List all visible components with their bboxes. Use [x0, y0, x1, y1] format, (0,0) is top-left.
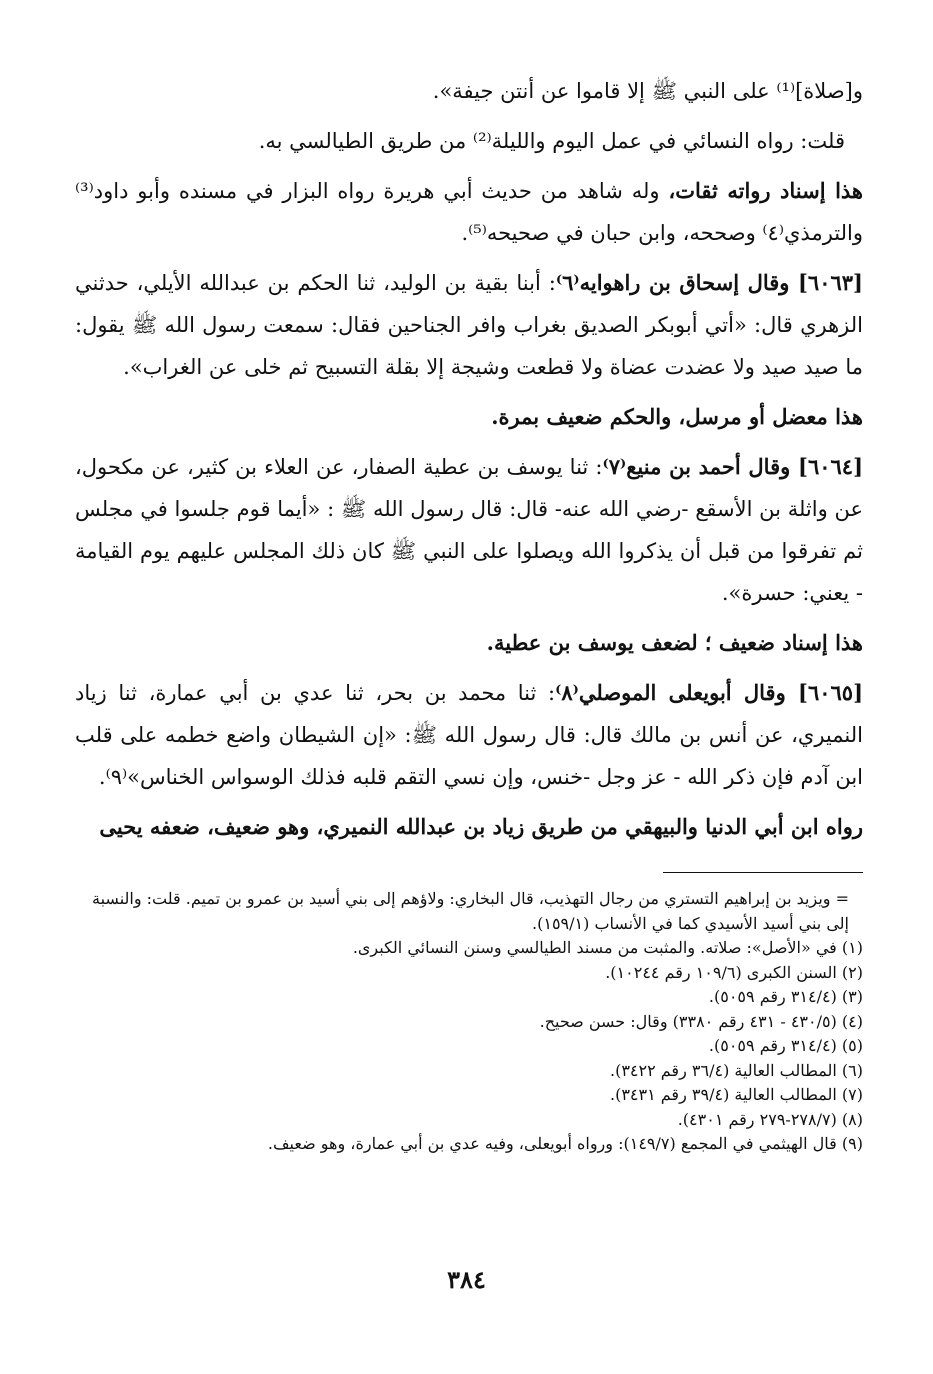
footnote-4: (٤) (٤٣٠/٥ - ٤٣١ رقم ٣٣٨٠) وقال: حسن صحيح.	[539, 1011, 863, 1031]
page-number: ٣٨٤	[447, 1265, 486, 1294]
ruling-6064	[75, 622, 863, 664]
hadith-6064-heading: [٦٠٦٤] وقال أحمد بن منيع⁽٧⁾	[602, 454, 863, 479]
footnote-1: (١) في «الأصل»: صلاته. والمثبت من مسند الطيالسي وسنن النسائي الكبرى.	[352, 938, 863, 957]
ruling-6064-text: هذا إسناد ضعيف ؛ لضعف يوسف بن عطية.	[486, 630, 863, 655]
ruling-6065-text: رواه ابن أبي الدنيا والبيهقي من طريق زياد بن عبدالله النميري، وهو ضعيف، ضعفه يحيى	[99, 814, 863, 839]
footnote-6: (٦) المطالب العالية (٣٦/٤ رقم ٣٤٢٢).	[609, 1060, 863, 1080]
paragraph-1-text: و[صلاة]⁽¹⁾ على النبي ﷺ إلا قاموا عن أنتن جيفة».	[432, 79, 863, 103]
footnotes	[75, 887, 863, 1157]
hadith-6064	[75, 446, 863, 614]
hadith-6065-text: : ثنا محمد بن بحر، ثنا عدي بن أبي عمارة، ثنا زياد النميري، عن أنس بن مالك قال: قال رسول الله ﷺ: «إن الشيطان واضع خطمه على قلب ابن آدم فإن ذكر الله - عز وجل -خنس، وإن نسي التقم قلبه فذلك الوسواس الخناس»⁽٩⁾.	[75, 681, 863, 789]
paragraph-3	[75, 170, 863, 254]
footnote-9: (٩) قال الهيثمي في المجمع (١٤٩/٧): ورواه أبويعلى، وفيه عدي بن أبي عمارة، وهو ضعيف.	[267, 1134, 863, 1153]
paragraph-2-text: قلت: رواه النسائي في عمل اليوم والليلة⁽²⁾ من طريق الطيالسي به.	[258, 129, 845, 153]
paragraph-3-lead: هذا إسناد رواته ثقات،	[668, 178, 864, 203]
footnote-continuation: = ويزيد بن إبراهيم التستري من رجال التهذيب، قال البخاري: ولاؤهم إلى بني أسيد بن عمرو بن تميم. قلت: والنسبة إلى بني أسيد الأسيدي كما في الأنساب (١٥٩/١).	[92, 889, 849, 933]
hadith-6063-heading: [٦٠٦٣] وقال إسحاق بن راهوايه⁽٦⁾	[555, 270, 863, 295]
hadith-6065	[75, 672, 863, 798]
paragraph-1	[75, 70, 863, 112]
footnote-divider	[663, 872, 863, 873]
hadith-6064-text: : ثنا يوسف بن عطية الصفار، عن العلاء بن كثير، عن مكحول، عن واثلة بن الأسقع -رضي الله عنه- قال: قال رسول الله ﷺ : «أيما قوم جلسوا في مجلس ثم تفرقوا من قبل أن يذكروا الله ويصلوا على النبي ﷺ كان ذلك المجلس عليهم يوم القيامة - يعني: حسرة».	[75, 455, 863, 605]
hadith-6063-text: : أبنا بقية بن الوليد، ثنا الحكم بن عبدالله الأيلي، حدثني الزهري قال: «أتي أبوبكر الصديق بغراب وافر الجناحين فقال: سمعت رسول الله ﷺ يقول: ما صيد صيد ولا عضدت عضاة ولا قطعت وشيجة إلا بقلة التسبيح ثم خلى عن الغراب».	[75, 271, 863, 379]
ruling-6063	[75, 396, 863, 438]
paragraph-2	[75, 120, 863, 162]
footnote-3: (٣) (٣١٤/٤ رقم ٥٠٥٩).	[708, 987, 863, 1006]
footnote-2: (٢) السنن الكبرى (١٠٩/٦ رقم ١٠٢٤٤).	[605, 962, 863, 982]
hadith-6063	[75, 262, 863, 388]
hadith-6065-heading: [٦٠٦٥] وقال أبويعلى الموصلي⁽٨⁾	[555, 680, 863, 705]
footnote-7: (٧) المطالب العالية (٣٩/٤ رقم ٣٤٣١).	[609, 1085, 863, 1104]
footnote-5: (٥) (٣١٤/٤ رقم ٥٠٥٩).	[708, 1036, 863, 1055]
footnote-8: (٨) (٢٧٨/٧-٢٧٩ رقم ٤٣٠١).	[677, 1109, 863, 1129]
paragraph-3-text: وله شاهد من حديث أبي هريرة رواه البزار في مسنده وأبو داود⁽³⁾ والترمذي⁽٤⁾ وصححه، وابن حبان في صحيحه⁽⁵⁾.	[75, 179, 863, 245]
ruling-6065	[75, 806, 863, 848]
ruling-6063-text: هذا معضل أو مرسل، والحكم ضعيف بمرة.	[491, 404, 863, 429]
